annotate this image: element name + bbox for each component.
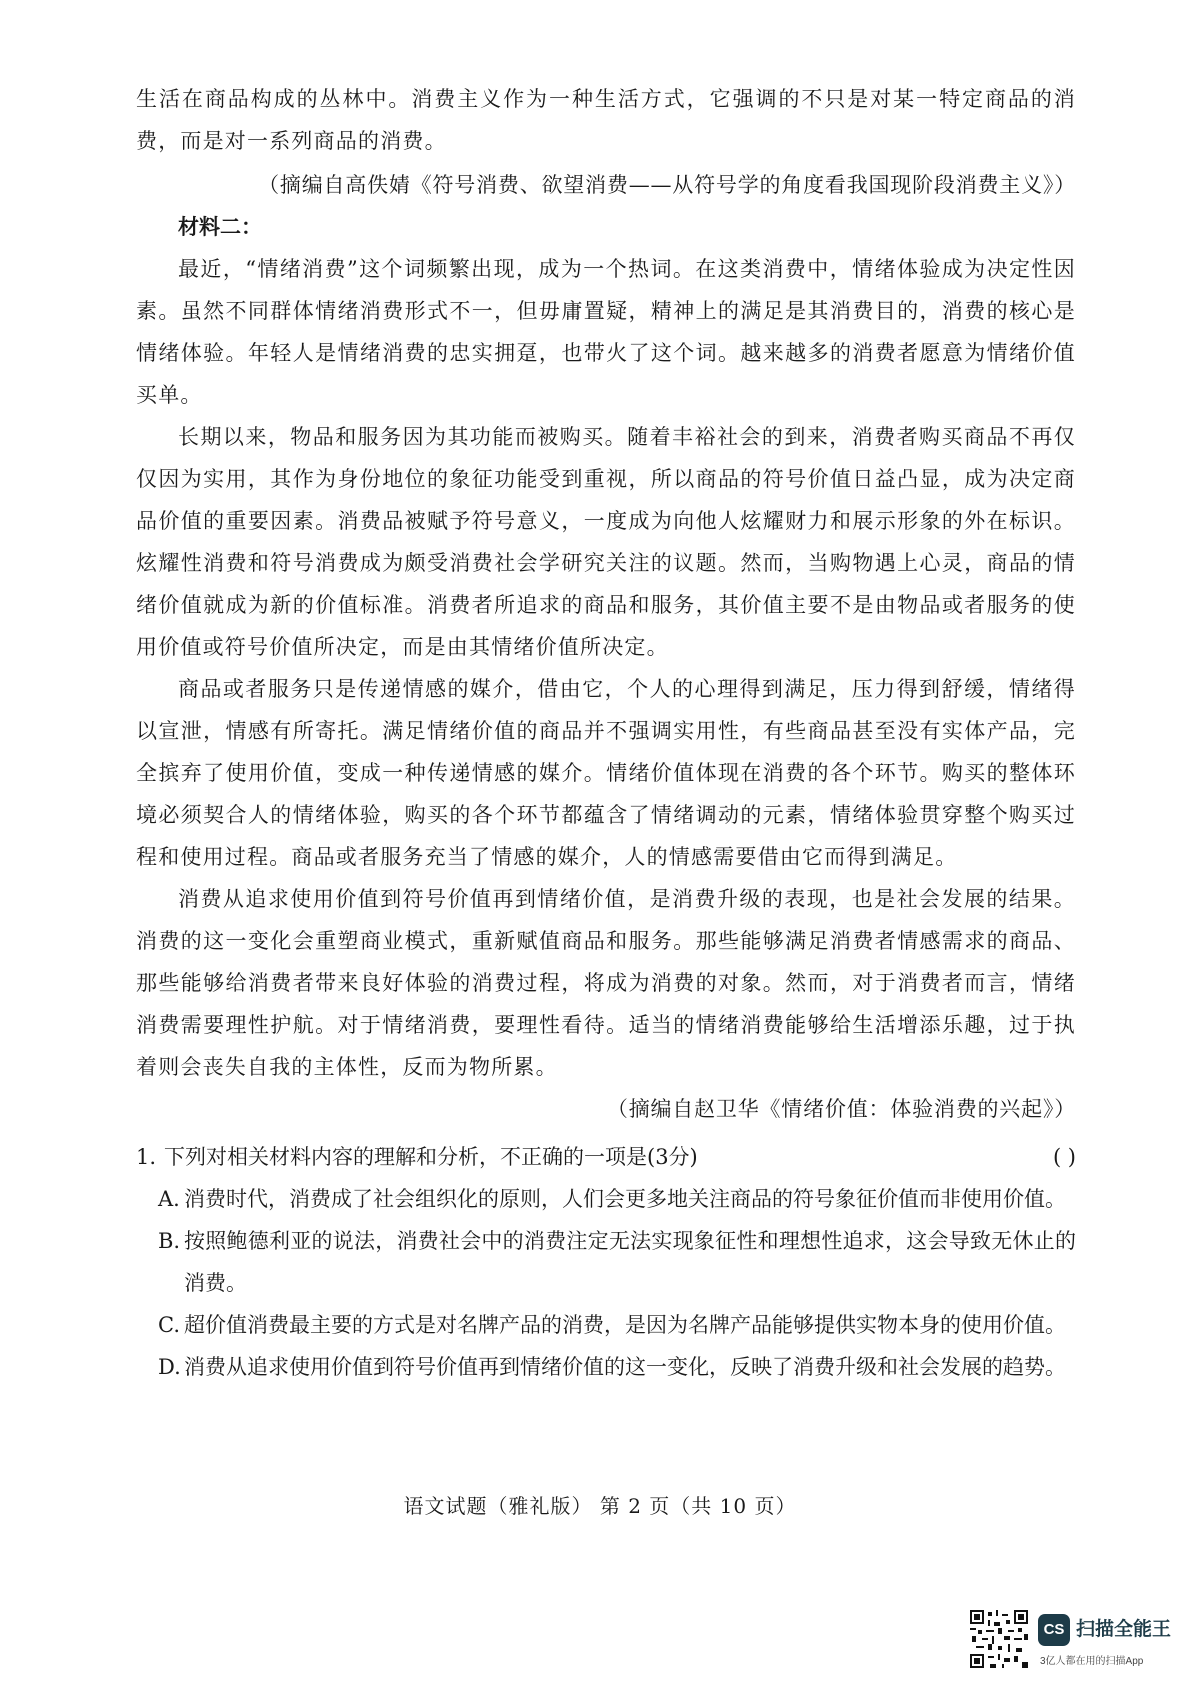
- question-stem: [136, 1136, 1076, 1178]
- material2-paragraph: 最近，“情绪消费”这个词频繁出现，成为一个热词。在这类消费中，情绪体验成为决定性因素。虽然不同群体情绪消费形式不一，但毋庸置疑，精神上的满足是其消费目的，消费的核心是情绪体验。年轻人是情绪消费的忠实拥趸，也带火了这个词。越来越多的消费者愿意为情绪价值买单。: [136, 257, 1076, 407]
- scanner-app-name: 扫描全能王: [1076, 1619, 1172, 1640]
- option-b: [158, 1220, 1076, 1304]
- material2-paragraph: 消费从追求使用价值到符号价值再到情绪价值，是消费升级的表现，也是社会发展的结果。消费的这一变化会重塑商业模式，重新赋值商品和服务。那些能够满足消费者情感需求的商品、那些能够给消费者带来良好体验的消费过程，将成为消费的对象。然而，对于消费者而言，情绪消费需要理性护航。对于情绪消费，要理性看待。适当的情绪消费能够给生活增添乐趣，过于执着则会丧失自我的主体性，反而为物所累。: [136, 887, 1076, 1079]
- option-text: 消费时代，消费成了社会组织化的原则，人们会更多地关注商品的符号象征价值而非使用价值。: [184, 1187, 1066, 1211]
- passage1-ending: 生活在商品构成的丛林中。消费主义作为一种生活方式，它强调的不只是对某一特定商品的消费，而是对一系列商品的消费。: [136, 87, 1076, 153]
- option-text: 超价值消费最主要的方式是对名牌产品的消费，是因为名牌产品能够提供实物本身的使用价值。: [184, 1313, 1066, 1337]
- option-d: [158, 1346, 1076, 1388]
- question-number: 1.: [136, 1145, 157, 1169]
- option-c: [158, 1304, 1076, 1346]
- page-footer: 语文试题（雅礼版） 第 2 页（共 10 页）: [403, 1494, 797, 1518]
- option-a: [158, 1178, 1076, 1220]
- exam-page-content: [136, 78, 1076, 1388]
- qr-code-icon: [970, 1610, 1028, 1668]
- option-letter: D.: [158, 1355, 181, 1379]
- scanner-tagline: 3亿人都在用的扫描App: [1040, 1656, 1144, 1667]
- source-citation-2: （摘编自赵卫华《情绪价值：体验消费的兴起》）: [606, 1097, 1076, 1121]
- source-citation-1: （摘编自高佚婧《符号消费、欲望消费——从符号学的角度看我国现阶段消费主义》）: [258, 173, 1076, 197]
- material2-paragraph: 商品或者服务只是传递情感的媒介，借由它，个人的心理得到满足，压力得到舒缓，情绪得以宣泄，情感有所寄托。满足情绪价值的商品并不强调实用性，有些商品甚至没有实体产品，完全摈弃了使用价值，变成一种传递情感的媒介。情绪价值体现在消费的各个环节。购买的整体环境必须契合人的情绪体验，购买的各个环节都蕴含了情绪调动的元素，情绪体验贯穿整个购买过程和使用过程。商品或者服务充当了情感的媒介，人的情感需要借由它而得到满足。: [136, 677, 1076, 869]
- option-letter: B.: [158, 1229, 181, 1253]
- option-text: 按照鲍德利亚的说法，消费社会中的消费注定无法实现象征性和理想性追求，这会导致无休止的消费。: [184, 1229, 1076, 1295]
- material2-heading: 材料二：: [178, 214, 262, 239]
- material2-paragraph: 长期以来，物品和服务因为其功能而被购买。随着丰裕社会的到来，消费者购买商品不再仅仅因为实用，其作为身份地位的象征功能受到重视，所以商品的符号价值日益凸显，成为决定商品价值的重要因素。消费品被赋予符号意义，一度成为向他人炫耀财力和展示形象的外在标识。炫耀性消费和符号消费成为颇受消费社会学研究关注的议题。然而，当购物遇上心灵，商品的情绪价值就成为新的价值标准。消费者所追求的商品和服务，其价值主要不是由物品或者服务的使用价值或符号价值所决定，而是由其情绪价值所决定。: [136, 425, 1076, 659]
- question-text: 下列对相关材料内容的理解和分析，不正确的一项是(3分): [164, 1145, 698, 1169]
- question-1: [136, 1136, 1076, 1388]
- option-letter: C.: [158, 1313, 180, 1337]
- option-letter: A.: [158, 1187, 180, 1211]
- answer-blank: ( ): [1052, 1145, 1076, 1169]
- option-text: 消费从追求使用价值到符号价值再到情绪价值的这一变化，反映了消费升级和社会发展的趋势。: [184, 1355, 1066, 1379]
- camscanner-logo-icon: CS: [1038, 1614, 1070, 1646]
